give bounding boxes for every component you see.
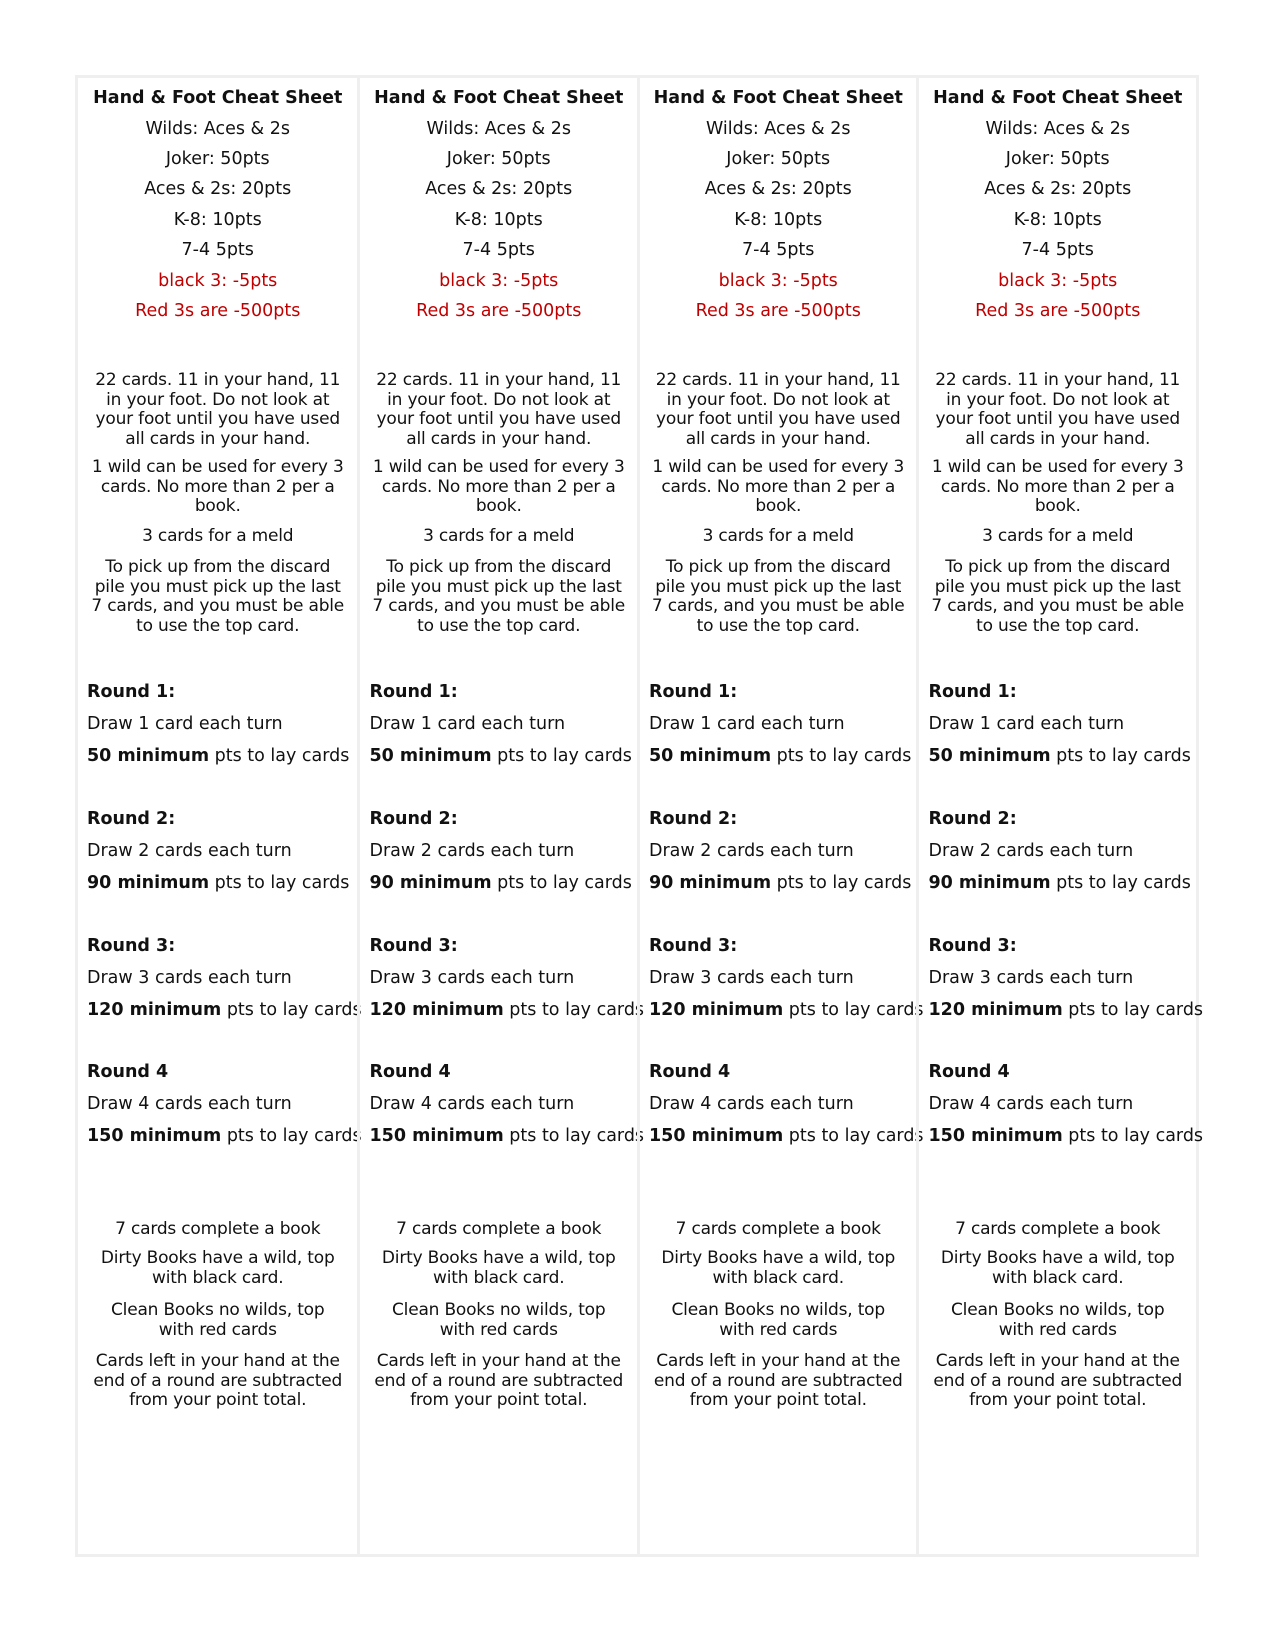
cheat-sheet-card <box>916 78 1204 1554</box>
book-paragraph: Clean Books no wilds, top with red cards <box>111 1300 325 1340</box>
book-paragraph: 7 cards complete a book <box>115 1219 321 1239</box>
round-title: Round 1: <box>928 682 1017 702</box>
scoring-line-red: black 3: -5pts <box>998 271 1118 291</box>
book-paragraph: Cards left in your hand at the end of a round are subtracted from your point total. <box>374 1351 624 1410</box>
round-minimum: 120 minimum pts to lay cards <box>87 1000 362 1020</box>
book-paragraph: Cards left in your hand at the end of a round are subtracted from your point total. <box>653 1351 903 1410</box>
round-minimum: 90 minimum pts to lay cards <box>87 873 350 893</box>
round-title: Round 4 <box>87 1062 169 1082</box>
book-paragraph: Cards left in your hand at the end of a round are subtracted from your point total. <box>933 1351 1183 1410</box>
round-title: Round 1: <box>648 682 738 702</box>
round-minimum: 50 minimum pts to lay cards <box>369 746 632 766</box>
rule-paragraph: 22 cards. 11 in your hand, 11 in your foot. Do not look at your foot until you have used all cards in your hand. <box>95 370 341 449</box>
scoring-line: K-8: 10pts <box>454 210 543 230</box>
scoring-line: Joker: 50pts <box>1005 149 1110 169</box>
rule-paragraph: 3 cards for a meld <box>982 526 1134 546</box>
round-minimum: 90 minimum pts to lay cards <box>648 873 912 893</box>
card-title: Hand & Foot Cheat Sheet <box>653 88 903 108</box>
round-title: Round 2: <box>87 809 176 829</box>
scoring-line: Aces & 2s: 20pts <box>425 179 573 199</box>
scoring-line-red: black 3: -5pts <box>718 271 838 291</box>
round-draw: Draw 4 cards each turn <box>648 1094 854 1114</box>
scoring-line: Joker: 50pts <box>446 149 551 169</box>
round-minimum: 50 minimum pts to lay cards <box>648 746 912 766</box>
round-title: Round 1: <box>369 682 458 702</box>
rule-paragraph: 22 cards. 11 in your hand, 11 in your foot. Do not look at your foot until you have used all cards in your hand. <box>655 370 901 449</box>
scoring-line-red: Red 3s are -500pts <box>416 301 582 321</box>
scoring-line-red: black 3: -5pts <box>439 271 559 291</box>
round-draw: Draw 1 card each turn <box>87 714 283 734</box>
round-draw: Draw 2 cards each turn <box>369 841 575 861</box>
round-draw: Draw 1 card each turn <box>369 714 566 734</box>
round-minimum: 90 minimum pts to lay cards <box>928 873 1191 893</box>
round-title: Round 4 <box>369 1062 451 1082</box>
round-minimum: 150 minimum pts to lay cards <box>369 1126 645 1146</box>
rule-paragraph: 22 cards. 11 in your hand, 11 in your foot. Do not look at your foot until you have used all cards in your hand. <box>376 370 622 449</box>
scoring-line: Wilds: Aces & 2s <box>705 119 851 139</box>
round-minimum: 120 minimum pts to lay cards <box>928 1000 1204 1020</box>
round-title: Round 2: <box>369 809 458 829</box>
rule-paragraph: 3 cards for a meld <box>702 526 854 546</box>
round-draw: Draw 3 cards each turn <box>928 968 1134 988</box>
rule-paragraph: 1 wild can be used for every 3 cards. No more than 2 per a book. <box>372 457 625 516</box>
scoring-line: Aces & 2s: 20pts <box>144 179 292 199</box>
scoring-line: Aces & 2s: 20pts <box>984 179 1132 199</box>
round-title: Round 3: <box>369 936 458 956</box>
round-minimum: 50 minimum pts to lay cards <box>87 746 350 766</box>
round-draw: Draw 2 cards each turn <box>648 841 854 861</box>
round-minimum: 120 minimum pts to lay cards <box>369 1000 645 1020</box>
round-title: Round 3: <box>928 936 1017 956</box>
scoring-line: K-8: 10pts <box>734 210 823 230</box>
rule-paragraph: 1 wild can be used for every 3 cards. No more than 2 per a book. <box>652 457 905 516</box>
scoring-line: Wilds: Aces & 2s <box>426 119 571 139</box>
scoring-line: Wilds: Aces & 2s <box>985 119 1130 139</box>
cheat-sheet-card <box>357 78 645 1554</box>
book-paragraph: Cards left in your hand at the end of a round are subtracted from your point total. <box>93 1351 343 1410</box>
scoring-line-red: Red 3s are -500pts <box>975 301 1141 321</box>
round-minimum: 150 minimum pts to lay cards <box>87 1126 362 1146</box>
scoring-line-red: Red 3s are -500pts <box>695 301 861 321</box>
round-draw: Draw 4 cards each turn <box>369 1094 575 1114</box>
scoring-line: 7-4 5pts <box>1021 240 1094 260</box>
round-title: Round 4 <box>648 1062 731 1082</box>
round-minimum: 120 minimum pts to lay cards <box>648 1000 924 1020</box>
scoring-line: K-8: 10pts <box>173 210 262 230</box>
scoring-line: Wilds: Aces & 2s <box>145 119 290 139</box>
round-draw: Draw 4 cards each turn <box>928 1094 1134 1114</box>
round-title: Round 3: <box>648 936 738 956</box>
book-paragraph: Dirty Books have a wild, top with black card. <box>381 1248 616 1288</box>
round-draw: Draw 1 card each turn <box>928 714 1125 734</box>
round-draw: Draw 3 cards each turn <box>648 968 854 988</box>
rule-paragraph: 1 wild can be used for every 3 cards. No more than 2 per a book. <box>931 457 1184 516</box>
card-title: Hand & Foot Cheat Sheet <box>933 88 1183 108</box>
scoring-line: 7-4 5pts <box>742 240 815 260</box>
book-paragraph: Clean Books no wilds, top with red cards <box>951 1300 1165 1340</box>
round-title: Round 3: <box>87 936 176 956</box>
book-paragraph: 7 cards complete a book <box>675 1219 881 1239</box>
book-paragraph: Clean Books no wilds, top with red cards <box>392 1300 606 1340</box>
book-paragraph: 7 cards complete a book <box>396 1219 602 1239</box>
scoring-line-red: black 3: -5pts <box>158 271 278 291</box>
scoring-line: 7-4 5pts <box>181 240 254 260</box>
round-draw: Draw 2 cards each turn <box>928 841 1134 861</box>
round-draw: Draw 4 cards each turn <box>87 1094 292 1114</box>
scoring-line-red: Red 3s are -500pts <box>135 301 301 321</box>
round-draw: Draw 1 card each turn <box>648 714 845 734</box>
scoring-line: Aces & 2s: 20pts <box>704 179 852 199</box>
book-paragraph: Dirty Books have a wild, top with black card. <box>100 1248 335 1288</box>
round-minimum: 50 minimum pts to lay cards <box>928 746 1191 766</box>
rule-paragraph: To pick up from the discard pile you must pick up the last 7 cards, and you must be able to use the top card. <box>931 557 1185 636</box>
round-title: Round 2: <box>648 809 738 829</box>
round-minimum: 90 minimum pts to lay cards <box>369 873 632 893</box>
cheat-sheet-card <box>637 78 924 1554</box>
round-title: Round 2: <box>928 809 1017 829</box>
rule-paragraph: To pick up from the discard pile you must pick up the last 7 cards, and you must be able to use the top card. <box>372 557 626 636</box>
rule-paragraph: 3 cards for a meld <box>142 526 294 546</box>
scoring-line: Joker: 50pts <box>726 149 831 169</box>
rule-paragraph: 22 cards. 11 in your hand, 11 in your foot. Do not look at your foot until you have used all cards in your hand. <box>935 370 1181 449</box>
book-paragraph: Clean Books no wilds, top with red cards <box>671 1300 885 1340</box>
cheat-sheet-card <box>78 78 362 1554</box>
rule-paragraph: To pick up from the discard pile you must pick up the last 7 cards, and you must be able to use the top card. <box>91 557 345 636</box>
scoring-line: Joker: 50pts <box>165 149 270 169</box>
book-paragraph: Dirty Books have a wild, top with black card. <box>661 1248 896 1288</box>
scoring-line: K-8: 10pts <box>1013 210 1102 230</box>
rule-paragraph: 1 wild can be used for every 3 cards. No more than 2 per a book. <box>91 457 344 516</box>
cheat-sheet-table <box>75 75 1204 1557</box>
rule-paragraph: 3 cards for a meld <box>423 526 575 546</box>
round-title: Round 1: <box>87 682 176 702</box>
book-paragraph: Dirty Books have a wild, top with black card. <box>940 1248 1175 1288</box>
round-minimum: 150 minimum pts to lay cards <box>928 1126 1204 1146</box>
scoring-line: 7-4 5pts <box>462 240 535 260</box>
round-draw: Draw 2 cards each turn <box>87 841 292 861</box>
round-minimum: 150 minimum pts to lay cards <box>648 1126 924 1146</box>
card-title: Hand & Foot Cheat Sheet <box>374 88 624 108</box>
round-draw: Draw 3 cards each turn <box>369 968 575 988</box>
card-title: Hand & Foot Cheat Sheet <box>93 88 343 108</box>
rule-paragraph: To pick up from the discard pile you must pick up the last 7 cards, and you must be able to use the top card. <box>651 557 905 636</box>
round-draw: Draw 3 cards each turn <box>87 968 292 988</box>
round-title: Round 4 <box>928 1062 1010 1082</box>
book-paragraph: 7 cards complete a book <box>955 1219 1161 1239</box>
